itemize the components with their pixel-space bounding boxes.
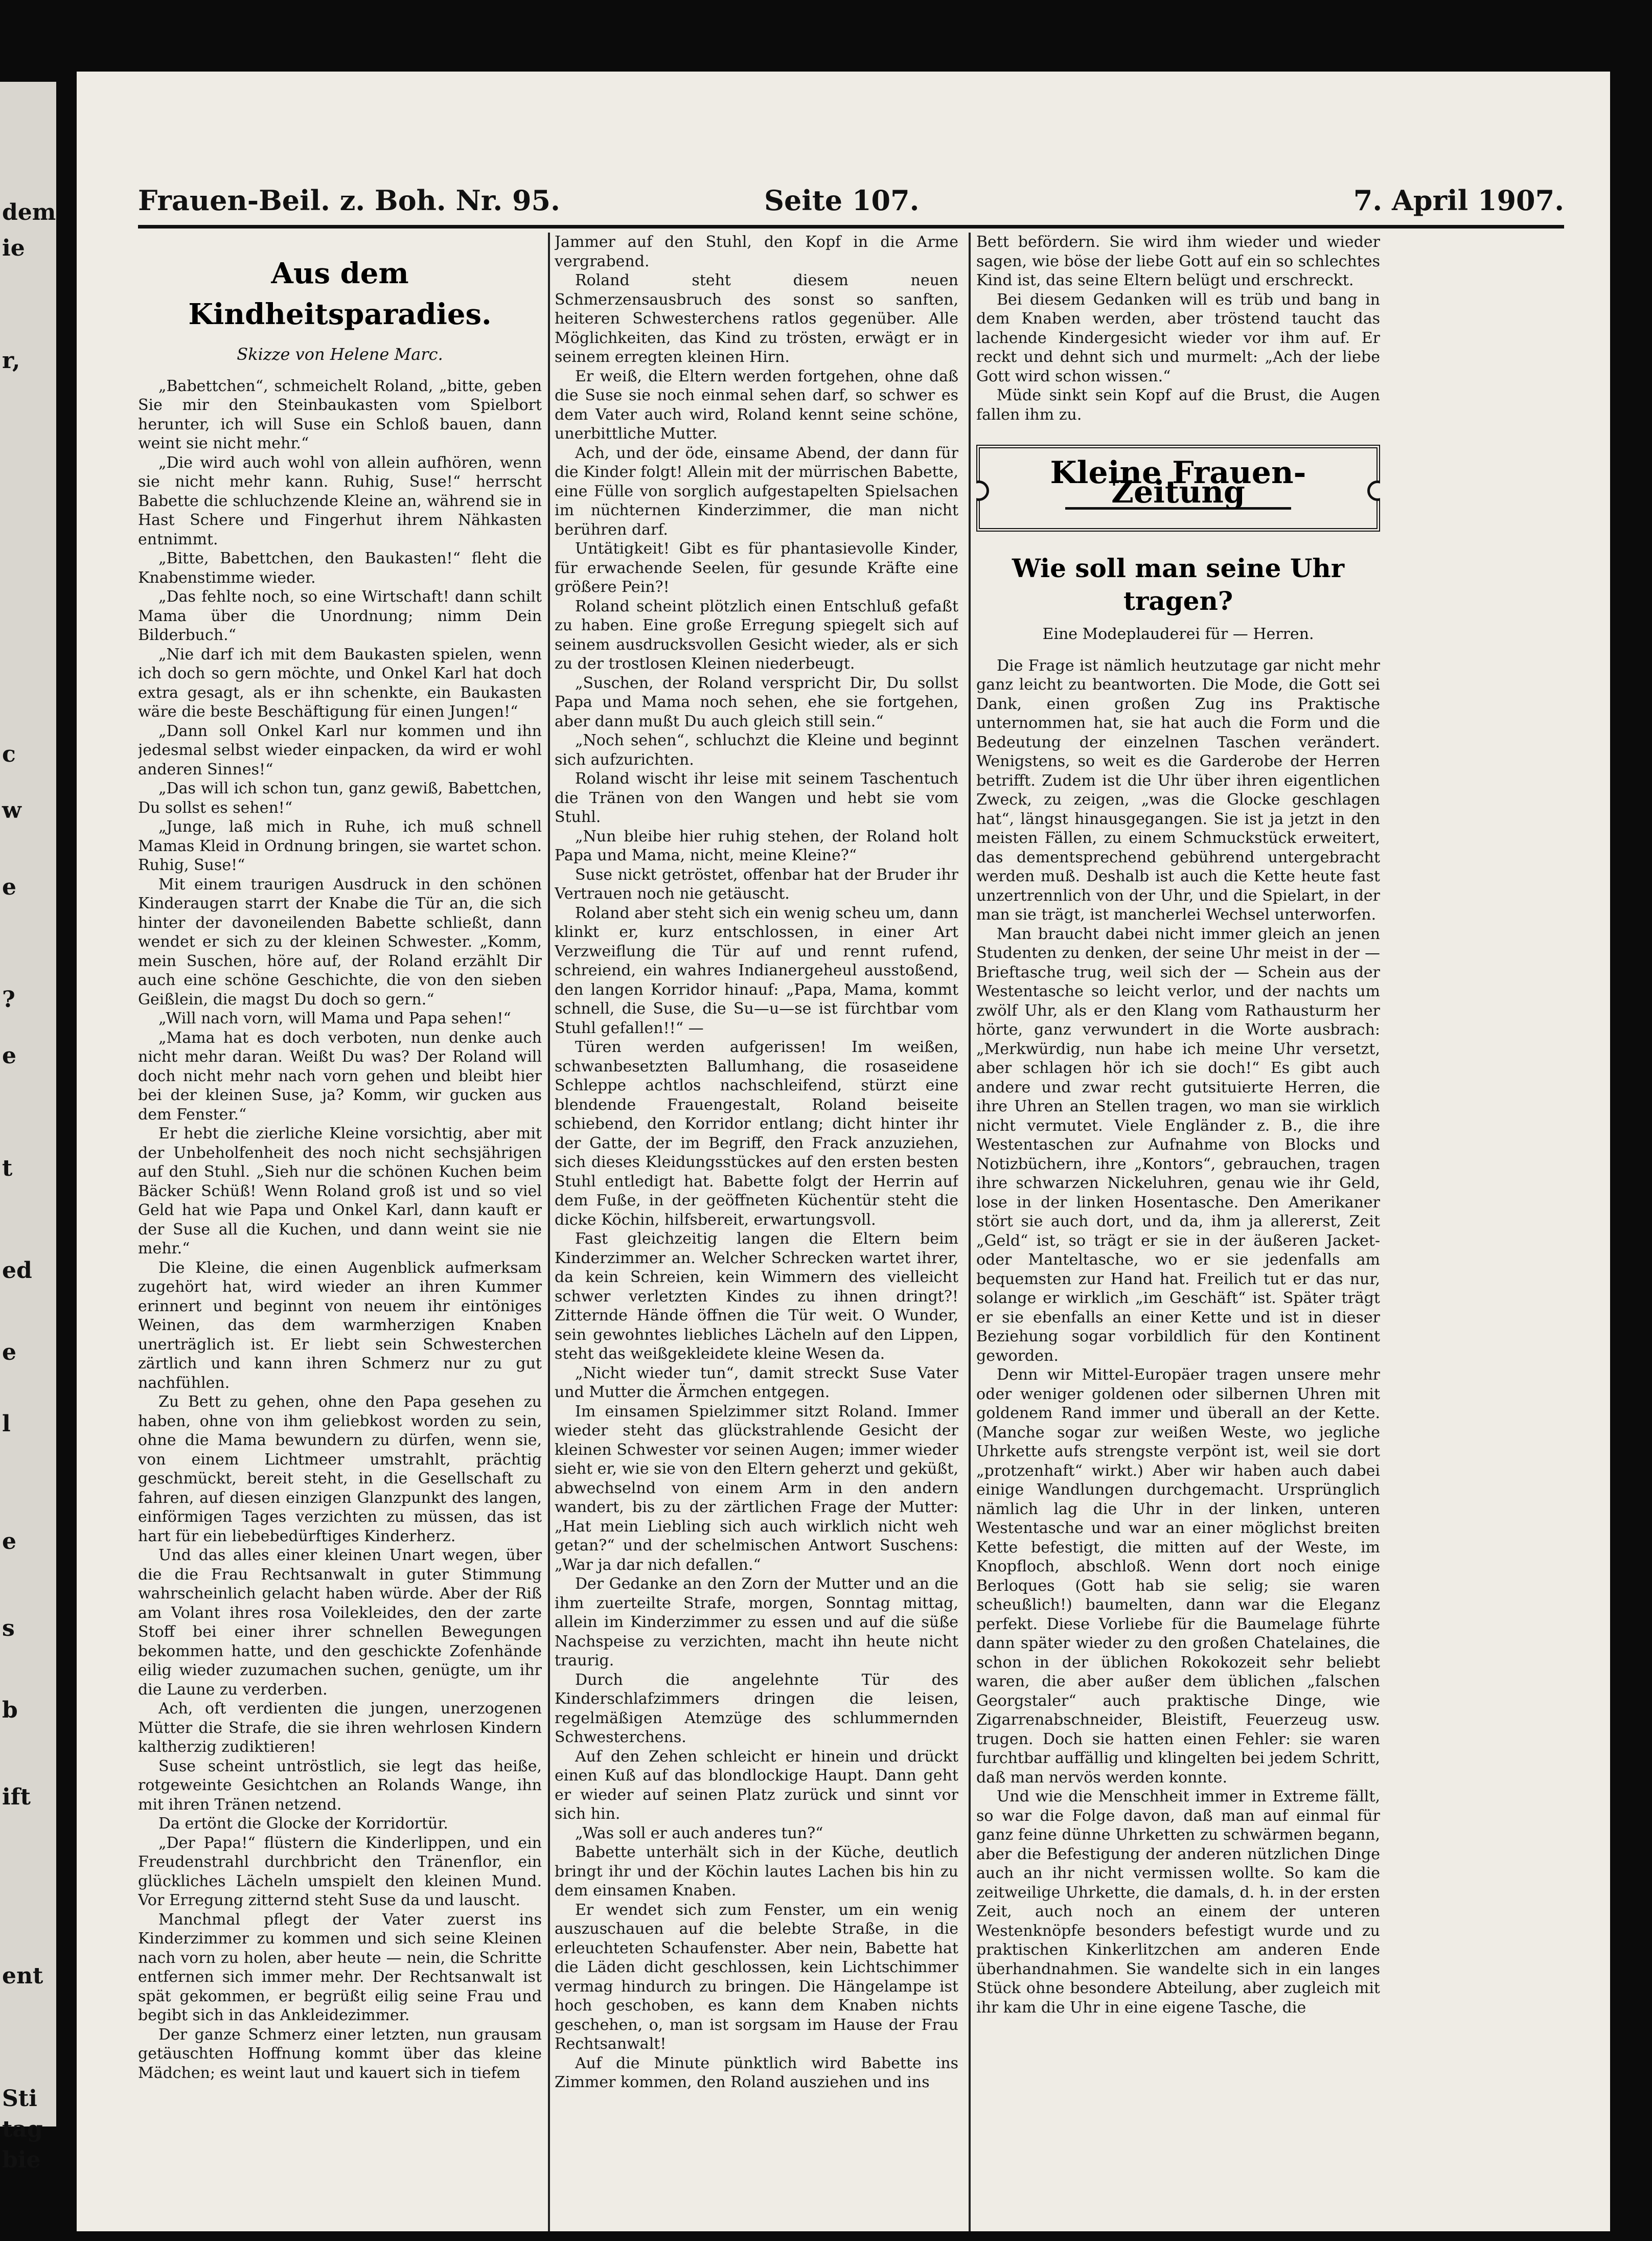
paragraph: Auf den Zehen schleicht er hinein und drückt einen Kuß auf das blondlockige Haupt. Dann geht er wieder auf seinen Platz zurück und sinnt vor sich hin.	[555, 1747, 958, 1823]
paragraph: Und wie die Menschheit immer in Extreme fällt, so war die Folge davon, daß man auf einmal für ganz feine dünne Uhrketten zu schwärmen begann, aber die Befestigung der anderen nützlichen Dinge auch an ihr nicht vermissen wollte. So kam die zeitweilige Uhrkette, die damals, d. h. in der ersten Zeit, auch noch an einem der unteren Westenknöpfe besonders befestigt wurde und zu praktischen Kinkerlitzchen am anderen Ende überhandnahmen. Sie wandelte sich in ein langes Stück ohne besondere Abteilung, aber zugleich mit ihr kam die Uhr in eine eigene Tasche, die	[976, 1788, 1380, 2017]
paragraph: Auf die Minute pünktlich wird Babette ins Zimmer kommen, den Roland ausziehen und ins	[555, 2054, 958, 2091]
banner-ornament	[976, 481, 989, 501]
paragraph: „Das fehlte noch, so eine Wirtschaft! dann schilt Mama über die Unordnung; nimm Dein Bilderbuch.“	[138, 588, 542, 644]
paragraph: „Der Papa!“ flüstern die Kinderlippen, und ein Freudenstrahl durchbricht den Tränenflor, ein glückliches Lächeln umspielt den kleinen Mund. Vor Erregung zitternd steht Suse da und lauscht.	[138, 1834, 542, 1909]
paragraph: „Das will ich schon tun, ganz gewiß, Babettchen, Du sollst es sehen!“	[138, 780, 542, 817]
paragraph: „Die wird auch wohl von allein aufhören, wenn sie nicht mehr kann. Ruhig, Suse!“ herrscht Babette die schluchzende Kleine an, während sie in Hast Schere und Fingerhut ihrem Nähkasten entnimmt.	[138, 453, 542, 548]
paragraph: Da ertönt die Glocke der Korridortür.	[158, 1815, 448, 1833]
paragraph: „Was soll er auch anderes tun?“	[575, 1824, 823, 1842]
paragraph: Denn wir Mittel-Europäer tragen unsere mehr oder weniger goldenen oder silbernen Uhren mit goldenem Rand immer und überall an der Kette. (Manche sogar zur weißen Weste, wo jegliche Uhrkette aufs strengste verpönt ist, weil sie dort „protzenhaft“ wirkt.) Aber wir haben auch dabei einige Wandlungen durchgemacht. Ursprünglich nämlich lag die Uhr in der linken, unteren Westentasche und war an einer möglichst breiten Kette befestigt, die mitten auf der Weste, im Knopfloch, abschloß. Wenn dort noch einige Berloques (Gott hab sie selig; sie waren scheußlich!) baumelten, dann war die Eleganz perfekt. Diese Vorliebe für die Baumelage führte dann später wieder zu den großen Chatelaines, die schon in der üblichen Rokokozeit sehr beliebt waren, die aber außer dem üblichen „falschen Georgstaler“ auch praktische Dinge, wie Zigarrenabschneider, Bleistift, Feuerzeug usw. trugen. Doch sie hatten einen Fehler: sie waren furchtbar auffällig und klingelten bei jedem Schritt, daß man nervös werden konnte.	[976, 1366, 1380, 1787]
strip-text: ie	[2, 235, 25, 261]
strip-text: ent	[2, 1963, 43, 1989]
paragraph: Ach, und der öde, einsame Abend, der dann für die Kinder folgt! Allein mit der mürrischen Babette, eine Fülle von sorglich aufgestapelten Spielsachen im nüchternen Kinderzimmer, die man nicht berühren darf.	[555, 444, 958, 539]
paragraph: Im einsamen Spielzimmer sitzt Roland. Immer wieder steht das glückstrahlende Gesicht der kleinen Schwester vor seinen Augen; immer wieder sieht er, wie sie von den Eltern geherzt und geküßt, abwechselnd von einem Arm in den andern wandert, bis zu der zärtlichen Frage der Mutter: „Hat mein Liebling sich auch wirklich nicht weh getan?“ und der schelmischen Antwort Suschens: „War ja dar nich defallen.“	[555, 1402, 958, 1574]
paragraph: Der ganze Schmerz einer letzten, nun grausam getäuschten Hoffnung kommt über das kleine Mädchen; es weint laut und kauert sich in tiefem	[138, 2025, 542, 2082]
section-banner	[976, 445, 1380, 532]
paragraph: „Babettchen“, schmeichelt Roland, „bitte, geben Sie mir den Steinbaukasten vom Spielbort herunter, ich will Suse ein Schloß bauen, dann weint sie nicht mehr.“	[138, 377, 542, 452]
header-date: 7. April 1907.	[1353, 184, 1564, 217]
strip-text: dem	[2, 199, 56, 225]
paragraph: „Suschen, der Roland verspricht Dir, Du sollst Papa und Mama noch sehen, ehe sie fortgehen, aber dann mußt Du auch gleich still sein.“	[555, 674, 958, 730]
paragraph: Zu Bett zu gehen, ohne den Papa gesehen zu haben, ohne von ihm geliebkost worden zu sein, ohne die Mama bewundern zu dürfen, wenn sie, von einem Lichtmeer umstrahlt, prächtig geschmückt, bereit steht, in die Gesellschaft zu fahren, auf diesen einzigen Glanzpunkt des langen, einförmigen Tages verzichten zu müssen, das ist hart für ein liebebedürftiges Kinderherz.	[138, 1393, 542, 1545]
paragraph: Und das alles einer kleinen Unart wegen, über die die Frau Rechtsanwalt in guter Stimmung wahrscheinlich gelacht haben würde. Aber der Riß am Volant ihres rosa Voilekleides, den der zarte Stoff bei einer ihrer schnellen Bewegungen bekommen hatte, und den geschickte Zofenhände eilig wieder zuzumachen suchen, genügte, um ihr die Laune zu verderben.	[138, 1546, 542, 1699]
paragraph: Die Frage ist nämlich heutzutage gar nicht mehr ganz leicht zu beantworten. Die Mode, die Gott sei Dank, einen großen Zug ins Praktische unternommen hat, sie hat auch die Form und die Bedeutung der einzelnen Taschen verändert. Wenigstens, so weit es die Garderobe der Herren betrifft. Zudem ist die Uhr über ihren eigentlichen Zweck, zu zeigen, „was die Glocke geschlagen hat“, längst hinausgegangen. Sie ist ja jetzt in den meisten Fällen, zu einem Schmuckstück erweitert, das dementsprechend gebührend untergebracht werden muß. Deshalb ist auch die Kette heute fast unzertrennlich von der Uhr, und die Spielart, in der man sie trägt, ist mancherlei Wechsel unterworfen.	[976, 656, 1380, 924]
strip-text: Sti	[2, 2086, 37, 2112]
strip-text: s	[2, 1615, 15, 1641]
paragraph: Babette unterhält sich in der Küche, deutlich bringt ihr und der Köchin lautes Lachen bis hin zu dem einsamen Knaben.	[555, 1843, 958, 1900]
paragraph: „Nicht wieder tun“, damit streckt Suse Vater und Mutter die Ärmchen entgegen.	[555, 1364, 958, 1401]
paragraph: „Nun bleibe hier ruhig stehen, der Roland holt Papa und Mama, nicht, meine Kleine?“	[555, 827, 958, 864]
newspaper-page	[77, 72, 1610, 2231]
paragraph: Roland aber steht sich ein wenig scheu um, dann klinkt er, kurz entschlossen, in einer Art Verzweiflung die Tür auf und rennt rufend, schreiend, ein wahres Indianergeheul ausstoßend, den langen Korridor hinauf: „Papa, Mama, kommt schnell, die Suse, die Su—u—se ist fürchtbar vom Stuhl gefallen!!“ —	[555, 904, 958, 1037]
paragraph: „Junge, laß mich in Ruhe, ich muß schnell Mamas Kleid in Ordnung bringen, sie wartet schon. Ruhig, Suse!“	[138, 818, 542, 874]
adjacent-page-strip	[0, 82, 56, 2173]
strip-text: ift	[2, 1784, 31, 1810]
strip-text: l	[2, 1411, 11, 1437]
paragraph: „Noch sehen“, schluchzt die Kleine und beginnt sich aufzurichten.	[555, 731, 958, 769]
page-header	[138, 184, 1564, 228]
strip-text: e	[2, 874, 16, 900]
column-1	[138, 233, 542, 2231]
header-page-number: Seite 107.	[764, 184, 920, 217]
story-title: Aus dem Kindheitsparadies.	[188, 257, 492, 331]
strip-text: t	[2, 1155, 13, 1181]
strip-text: c	[2, 741, 16, 767]
column-3	[976, 233, 1380, 2231]
strip-text: ed	[2, 1257, 32, 1284]
paragraph: Roland wischt ihr leise mit seinem Taschentuch die Tränen von den Wangen und hebt sie vom Stuhl.	[555, 770, 958, 826]
strip-text: tag	[2, 2116, 43, 2142]
strip-text: e	[2, 1043, 16, 1069]
article-subtitle: Eine Modeplauderei für — Herren.	[1042, 625, 1314, 643]
paragraph: Roland scheint plötzlich einen Entschluß gefaßt zu haben. Eine große Erregung spiegelt sich auf seinem ausdrucksvollen Gesicht wieder, als er sich zu der trostlosen Kleinen niederbeugt.	[555, 597, 958, 673]
paragraph: „Bitte, Babettchen, den Baukasten!“ fleht die Knabenstimme wieder.	[138, 550, 542, 587]
column-divider	[969, 233, 971, 2231]
paragraph: Man braucht dabei nicht immer gleich an jenen Studenten zu denken, der seine Uhr meist in der — Brieftasche trug, weil sich der — Schein aus der Westentasche so leicht verlor, und der nachts um zwölf Uhr, als er den Klang vom Rathausturm her hörte, ganz verwundert in die Worte ausbrach: „Merkwürdig, nun habe ich meine Uhr versetzt, aber schlagen hör ich sie doch!“ Es gibt auch andere und zwar recht gutsituierte Herren, die ihre Uhren an Stellen tragen, wo man sie wirklich nicht vermutet. Viele Engländer z. B., die ihre Westentaschen zur Aufnahme von Blocks und Notizbüchern, ihre „Kontors“, gebrauchen, tragen ihre schwarzen Nickeluhren, genau wie ihr Geld, lose in der linken Hosentasche. Den Amerikaner stört sie auch dort, und da, ihm ja allererst, Zeit „Geld“ ist, so trägt er sie in der äußeren Jacket- oder Manteltasche, wo er sie jedenfalls am bequemsten zur Hand hat. Freilich tut er das nur, solange er wirklich „im Geschäft“ ist. Später trägt er sie ebenfalls an einer Kette und ist in dieser Beziehung sogar vorbildlich für den Kontinent geworden.	[976, 925, 1380, 1365]
paragraph: Fast gleichzeitig langen die Eltern beim Kinderzimmer an. Welcher Schrecken wartet ihrer, da kein Schreien, kein Wimmern des vielleicht schwer verletzten Kindes zu ihnen dringt?! Zitternde Hände öffnen die Tür weit. O Wunder, sein gewohntes liebliches Lächeln auf den Lippen, steht das weißgekleidete kleine Wesen da.	[555, 1230, 958, 1363]
paragraph: Manchmal pflegt der Vater zuerst ins Kinderzimmer zu kommen und sich seine Kleinen nach vorn zu holen, aber heute — nein, die Schritte entfernen sich immer mehr. Der Rechtsanwalt ist spät gekommen, er begrüßt eilig seine Frau und begibt sich in das Ankleidezimmer.	[138, 1910, 542, 2024]
paragraph: Mit einem traurigen Ausdruck in den schönen Kinderaugen starrt der Knabe die Tür an, die sich hinter der davoneilenden Babette schließt, dann wendet er sich zu der kleinen Schwester. „Komm, mein Suschen, höre auf, der Roland erzählt Dir auch eine schöne Geschichte, die von den sieben Geißlein, die magst Du doch so gern.“	[138, 875, 542, 1009]
paragraph: Ach, oft verdienten die jungen, unerzogenen Mütter die Strafe, die sie ihren wehrlosen Kindern kaltherzig zudiktieren!	[138, 1700, 542, 1756]
paragraph: Suse scheint untröstlich, sie legt das heiße, rotgeweinte Gesichtchen an Rolands Wange, ihn mit ihren Tränen netzend.	[138, 1757, 542, 1814]
strip-text: b	[2, 1697, 18, 1723]
header-publication: Frauen-Beil. z. Boh. Nr. 95.	[138, 184, 560, 217]
paragraph: Türen werden aufgerissen! Im weißen, schwanbesetzten Ballumhang, die rosaseidene Schleppe achtlos nachschleifend, stürzt eine blendende Frauengestalt, Roland beiseite schiebend, den Korridor entlang; dicht hinter ihr der Gatte, der im Begriff, den Frack anzuziehen, sich dieses Kleidungsstückes auf den ersten besten Stuhl entledigt hat. Babette folgt der Herrin auf dem Fuße, in der geöffneten Küchentür steht die dicke Köchin, hilfsbereit, erwartungsvoll.	[555, 1038, 958, 1229]
story-byline: Skizze von Helene Marc.	[237, 345, 443, 364]
strip-text: bie	[2, 2147, 41, 2173]
column-divider	[548, 233, 550, 2231]
banner-ornament	[1367, 481, 1380, 501]
paragraph: Er weiß, die Eltern werden fortgehen, ohne daß die Suse sie noch einmal sehen darf, so schwer es dem Vater auch wird, Roland kennt seine schöne, unerbittliche Mutter.	[555, 367, 958, 443]
paragraph: Durch die angelehnte Tür des Kinderschlafzimmers dringen die leisen, regelmäßigen Atemzüge des schlummernden Schwesterchens.	[555, 1671, 958, 1746]
paragraph: „Nie darf ich mit dem Baukasten spielen, wenn ich doch so gern möchte, und Onkel Karl hat doch extra gesagt, als er ihn schenkte, ein Baukasten wäre die beste Beschäftigung für einen Jungen!“	[138, 645, 542, 721]
paragraph: Suse nickt getröstet, offenbar hat der Bruder ihr Vertrauen noch nie getäuscht.	[555, 865, 958, 903]
paragraph: Roland steht diesem neuen Schmerzensausbruch des sonst so sanften, heiteren Schwesterchens ratlos gegenüber. Alle Möglichkeiten, das Kind zu trösten, erwägt er in seinem erregten kleinen Hirn.	[555, 271, 958, 366]
paragraph: Die Kleine, die einen Augenblick aufmerksam zugehört hat, wird wieder an ihren Kummer erinnert und beginnt von neuem ihr eintöniges Weinen, das dem warmherzigen Knaben unerträglich ist. Er liebt sein Schwesterchen zärtlich und kann ihren Schmerz nur zu gut nachfühlen.	[138, 1259, 542, 1392]
strip-text: w	[2, 797, 21, 824]
paragraph: Bei diesem Gedanken will es trüb und bang in dem Knaben werden, aber tröstend taucht das lachende Kindergesicht wieder vor ihm auf. Er reckt und dehnt sich und murmelt: „Ach der liebe Gott wird schon wissen.“	[976, 290, 1380, 385]
paragraph: Bett befördern. Sie wird ihm wieder und wieder sagen, wie böse der liebe Gott auf ein so schlechtes Kind ist, das seine Eltern belügt und erschreckt.	[976, 233, 1380, 289]
strip-text: ?	[2, 987, 15, 1013]
paragraph: Jammer auf den Stuhl, den Kopf in die Arme vergrabend.	[555, 233, 958, 270]
paragraph: „Dann soll Onkel Karl nur kommen und ihn jedesmal selbst wieder einpacken, da wird er wohl anderen Sinnes!“	[138, 722, 542, 779]
strip-text: e	[2, 1528, 16, 1554]
column-2	[555, 233, 958, 2231]
paragraph: Er hebt die zierliche Kleine vorsichtig, aber mit der Unbeholfenheit des noch nicht sechsjährigen auf den Stuhl. „Sieh nur die schönen Kuchen beim Bäcker Schüß! Wenn Roland groß ist und so viel Geld hat wie Papa und Onkel Karl, dann kauft er der Suse all die Kuchen, und dann weint sie nie mehr.“	[138, 1125, 542, 1257]
paragraph: Der Gedanke an den Zorn der Mutter und an die ihm zuerteilte Strafe, morgen, Sonntag mittag, allein im Kinderzimmer zu essen und auf die süße Nachspeise zu verzichten, macht ihn heute nicht traurig.	[555, 1575, 958, 1670]
paragraph: Untätigkeit! Gibt es für phantasievolle Kinder, für erwachende Seelen, für gesunde Kräfte eine größere Pein?!	[555, 540, 958, 596]
paragraph: „Will nach vorn, will Mama und Papa sehen!“	[158, 1010, 511, 1027]
article-title: Wie soll man seine Uhr tragen?	[1012, 553, 1345, 616]
paragraph: Er wendet sich zum Fenster, um ein wenig auszuschauen auf die belebte Straße, in die erleuchteten Schaufenster. Aber nein, Babette hat die Läden dicht geschlossen, kein Lichtschimmer vermag hindurch zu bringen. Die Hängelampe ist hoch geschoben, es kann dem Knaben nichts geschehen, o, man ist sorgsam im Hause der Frau Rechtsanwalt!	[555, 1901, 958, 2053]
strip-text: e	[2, 1339, 16, 1365]
section-title: Kleine Frauen-Zeitung	[1050, 455, 1306, 510]
strip-text: r,	[2, 348, 20, 374]
paragraph: „Mama hat es doch verboten, nun denke auch nicht mehr daran. Weißt Du was? Der Roland will doch nicht mehr nach vorn gehen und bleibt hier bei der kleinen Suse, ja? Komm, wir gucken aus dem Fenster.“	[138, 1028, 542, 1124]
paragraph: Müde sinkt sein Kopf auf die Brust, die Augen fallen ihm zu.	[976, 386, 1380, 424]
